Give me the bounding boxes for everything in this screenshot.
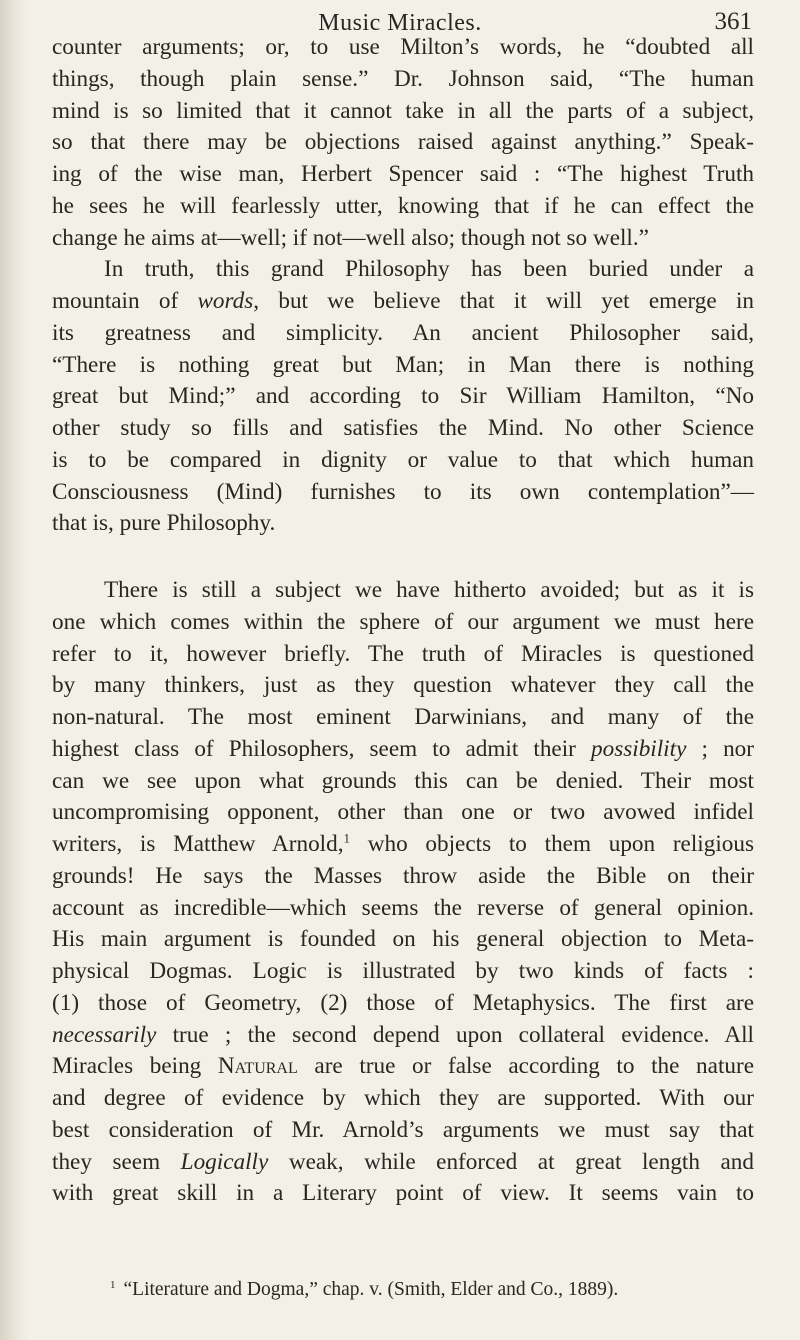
text-span: change he aims at—well; if not—well also; though not so well.”	[52, 224, 649, 251]
text-line	[52, 318, 754, 350]
text-line	[52, 286, 754, 318]
text-span: is to be compared in dignity or value to that which human	[52, 446, 754, 473]
text-span: refer to it, however briefly. The truth of Miracles is questioned	[52, 640, 754, 667]
text-line	[52, 381, 754, 413]
text-span: writers, is Matthew Arnold,	[52, 831, 344, 857]
body-text	[52, 32, 754, 1210]
text-span: are true or false according to the nature	[297, 1053, 754, 1080]
text-line	[52, 575, 754, 607]
text-span: uncompromising opponent, other than one or two avowed infidel	[52, 799, 754, 826]
text-span: by many thinkers, just as they question whatever they call the	[52, 672, 754, 699]
text-span: mountain of	[52, 288, 198, 314]
text-line	[52, 893, 754, 925]
text-line	[52, 223, 754, 255]
footnote-marker: 1	[110, 1278, 116, 1291]
text-span: grounds! He says the Masses throw aside the Bible on their	[52, 862, 754, 889]
text-line	[52, 1115, 754, 1147]
text-line	[52, 797, 754, 829]
text-line	[52, 64, 754, 96]
paragraph-gap	[52, 540, 754, 575]
text-line	[52, 702, 754, 734]
text-span: who objects to them upon religious	[350, 831, 754, 857]
text-span: with great skill in a Literary point of view. It seems vain to	[52, 1180, 754, 1207]
text-span: mind is so limited that it cannot take in all the parts of a subject,	[52, 97, 754, 124]
text-span: can we see upon what grounds this can be denied. Their most	[52, 767, 754, 794]
text-line	[52, 254, 754, 286]
text-line	[52, 127, 754, 159]
footnote-text: “Literature and Dogma,” chap. v. (Smith, Elder and Co., 1889).	[123, 1279, 619, 1300]
text-line	[52, 639, 754, 671]
text-span: possibility	[591, 735, 687, 762]
text-span: weak, while enforced at great length and	[268, 1148, 754, 1175]
text-span: Consciousness (Mind) furnishes to its own contemplation”—	[52, 478, 754, 505]
text-span: they seem	[52, 1148, 181, 1175]
text-line	[52, 159, 754, 191]
text-span: and degree of evidence by which they are supported. With our	[52, 1085, 754, 1111]
text-line	[52, 350, 754, 382]
running-title: Music Miracles.	[318, 10, 482, 36]
text-span: Logically	[180, 1148, 269, 1175]
text-span: necessarily	[52, 1021, 157, 1048]
paragraph	[52, 575, 754, 1210]
text-span: other study so fills and satisfies the Mind. No other Science	[52, 415, 754, 441]
text-line	[52, 1147, 754, 1179]
text-line	[52, 956, 754, 988]
text-span: His main argument is founded on his general objection to Meta-	[52, 926, 754, 953]
paragraph	[52, 32, 754, 254]
text-line	[52, 477, 754, 509]
text-line	[52, 670, 754, 702]
text-line	[52, 734, 754, 766]
text-span: so that there may be objections raised against anything.” Speak-	[52, 129, 754, 156]
text-line	[52, 829, 754, 861]
text-span: things, though plain sense.” Dr. Johnson said, “The human	[52, 65, 754, 92]
text-line	[52, 766, 754, 798]
text-span: In truth, this grand Philosophy has been buried under a	[104, 256, 754, 283]
text-span: physical Dogmas. Logic is illustrated by two kinds of facts :	[52, 958, 754, 984]
text-line	[52, 861, 754, 893]
text-span: There is still a subject we have hitherto avoided; but as it is	[104, 577, 754, 603]
text-span: ing of the wise man, Herbert Spencer said : “The highest Truth	[52, 161, 754, 187]
footnote	[110, 1279, 618, 1301]
text-line	[52, 1051, 754, 1083]
text-line	[52, 1178, 754, 1210]
text-line	[52, 1020, 754, 1052]
page-number: 361	[714, 8, 752, 35]
text-span: “There is nothing great but Man; in Man there is nothing	[52, 351, 754, 378]
text-line	[52, 607, 754, 639]
text-line	[52, 96, 754, 128]
text-span: ; nor	[686, 735, 754, 762]
text-span: one which comes within the sphere of our argument we must here	[52, 608, 754, 635]
text-span: Natural	[217, 1053, 298, 1080]
paragraph	[52, 254, 754, 540]
text-span: great but Mind;” and according to Sir William Hamilton, “No	[52, 383, 754, 410]
text-span: words	[197, 288, 254, 314]
text-span: its greatness and simplicity. An ancient Philosopher said,	[52, 319, 754, 346]
footnote-reference: 1	[343, 830, 351, 846]
text-line	[52, 1083, 754, 1115]
text-span: (1) those of Geometry, (2) those of Metaphysics. The first are	[52, 989, 754, 1016]
text-span: that is, pure Philosophy.	[52, 510, 276, 537]
text-line	[52, 924, 754, 956]
text-span: Miracles being	[52, 1053, 218, 1080]
text-line	[52, 988, 754, 1020]
text-line	[52, 445, 754, 477]
text-span: account as incredible—which seems the reverse of general opinion.	[52, 894, 754, 921]
page-edge-shadow	[0, 0, 30, 1340]
text-span: he sees he will fearlessly utter, knowing that if he can effect the	[52, 192, 754, 219]
text-line	[52, 508, 754, 540]
text-line	[52, 32, 754, 64]
text-span: , but we believe that it will yet emerge in	[253, 288, 754, 314]
text-line	[52, 191, 754, 223]
text-span: best consideration of Mr. Arnold’s arguments we must say that	[52, 1116, 754, 1143]
text-line	[52, 413, 754, 445]
text-span: highest class of Philosophers, seem to admit their	[52, 735, 592, 762]
text-span: non-natural. The most eminent Darwinians, and many of the	[52, 704, 754, 730]
text-span: true ; the second depend upon collateral evidence. All	[156, 1021, 754, 1048]
text-span: counter arguments; or, to use Milton’s words, he “doubted all	[52, 34, 754, 60]
